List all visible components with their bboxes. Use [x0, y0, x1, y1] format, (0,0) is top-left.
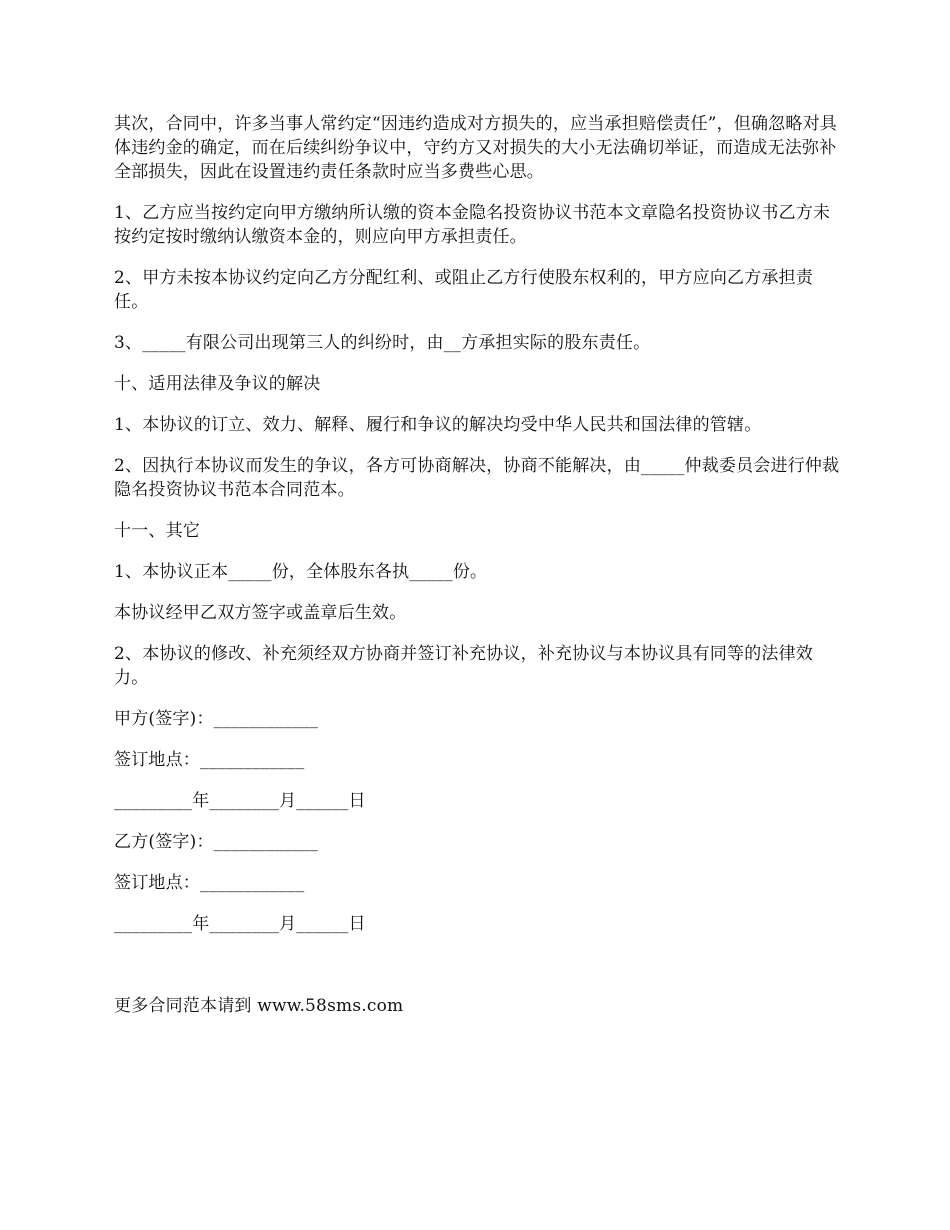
document-page	[114, 112, 844, 1018]
intro-paragraph: 其次，合同中，许多当事人常约定“因违约造成对方损失的，应当承担赔偿责任”，但确忽略对具体违约金的确定，而在后续纠纷争议中，守约方又对损失的大小无法确切举证，而造成无法弥补全部损失，因此在设置违约责任条款时应当多费些心思。	[114, 114, 837, 182]
party-b-signature-line: 乙方(签字)：____________	[114, 832, 319, 852]
party-a-signature-line: 甲方(签字)：____________	[114, 709, 319, 729]
section-10-heading: 十、适用法律及争议的解决	[114, 374, 321, 394]
section-10-clause-2: 2、因执行本协议而发生的争议，各方可协商解决，协商不能解决，由_____仲裁委员会进行仲裁隐名投资协议书范本合同范本。	[114, 456, 840, 500]
section-10-clause-1: 1、本协议的订立、效力、解释、履行和争议的解决均受中华人民共和国法律的管辖。	[114, 415, 762, 435]
effective-statement: 本协议经甲乙双方签字或盖章后生效。	[114, 603, 407, 623]
party-a-date-line: _________年________月______日	[114, 791, 366, 811]
party-b-date-line: _________年________月______日	[114, 914, 366, 934]
clause-3-paragraph: 3、_____有限公司出现第三人的纠纷时，由__方承担实际的股东责任。	[114, 333, 651, 353]
party-a-location-line: 签订地点：____________	[114, 750, 305, 770]
clause-1-paragraph: 1、乙方应当按约定向甲方缴纳所认缴的资本金隐名投资协议书范本文章隐名投资协议书乙方未按约定按时缴纳认缴资本金的，则应向甲方承担责任。	[114, 203, 831, 247]
section-11-clause-1: 1、本协议正本_____份，全体股东各执_____份。	[114, 562, 488, 582]
section-11-clause-2: 2、本协议的修改、补充须经双方协商并签订补充协议，补充协议与本协议具有同等的法律效力。	[114, 644, 814, 688]
section-11-heading: 十一、其它	[114, 521, 200, 541]
party-b-location-line: 签订地点：____________	[114, 873, 305, 893]
footer-note: 更多合同范本请到 www.58sms.com	[114, 996, 404, 1016]
clause-2-paragraph: 2、甲方未按本协议约定向乙方分配红利、或阻止乙方行使股东权利的，甲方应向乙方承担责任。	[114, 268, 814, 312]
